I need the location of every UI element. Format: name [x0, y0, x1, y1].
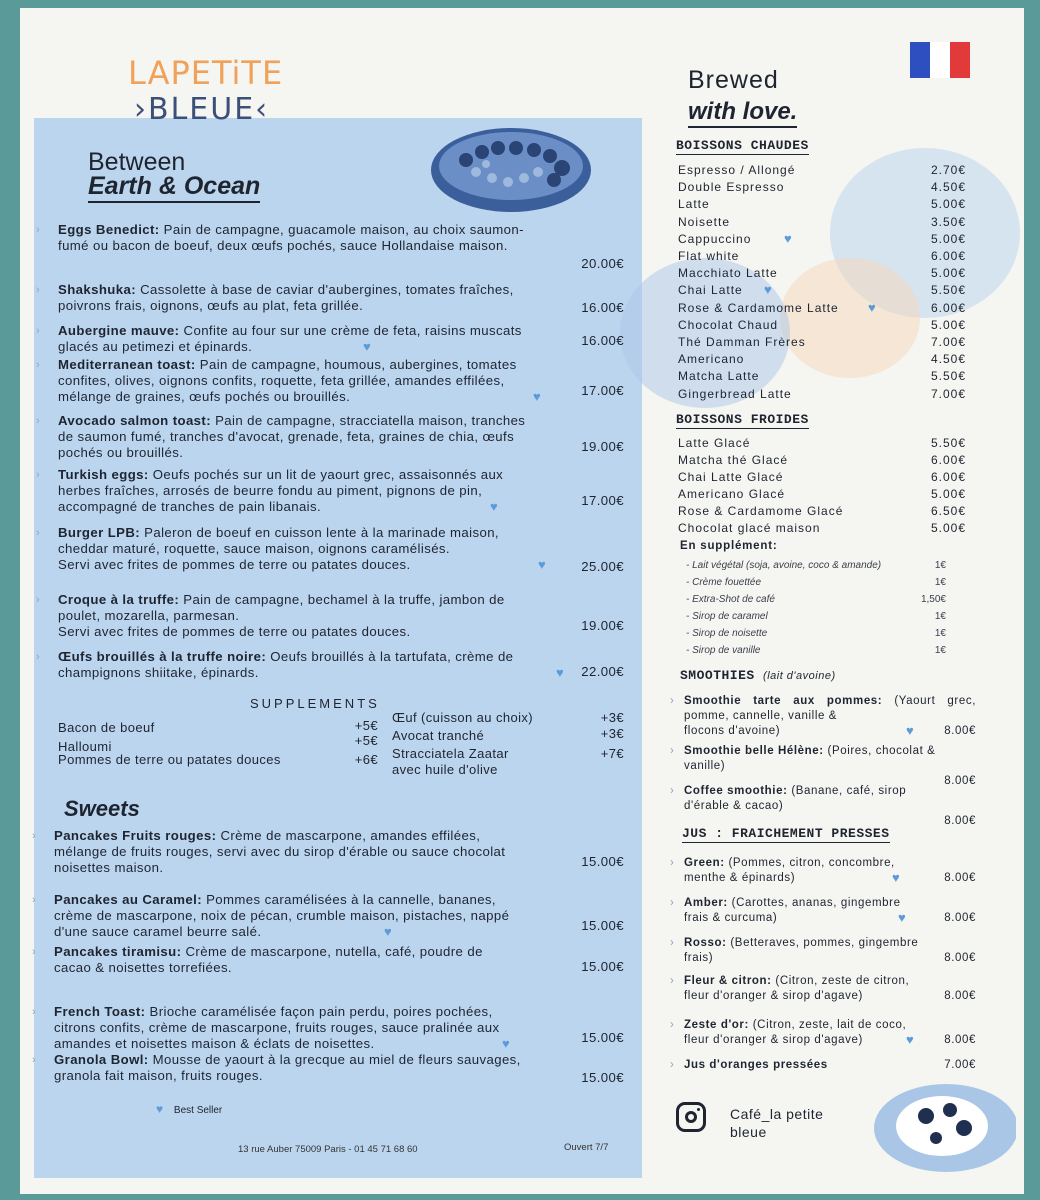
chevron-right-icon: › [32, 894, 37, 906]
extra-price: 1€ [934, 628, 946, 639]
smoothie-name: Coffee smoothie: [684, 785, 788, 797]
menu-item-name: Aubergine mauve: [58, 323, 180, 338]
chevron-right-icon: › [670, 785, 675, 797]
sweet-item [32, 1052, 624, 1085]
heart-icon: ♥ [556, 665, 565, 680]
heart-icon: ♥ [764, 282, 773, 298]
heart-icon: ♥ [384, 924, 393, 939]
menu-item-description: Pain de campagne, stracciatella maison, tranches [215, 413, 526, 428]
smoothie-description: (Banane, café, sirop [791, 785, 907, 797]
drink-item [678, 318, 966, 335]
drink-name: Rose & Cardamome Latte [678, 300, 839, 315]
extra-item [686, 645, 946, 656]
menu-item-price: 22.00€ [581, 663, 624, 679]
drink-name: Latte [678, 197, 710, 212]
heart-icon: ♥ [363, 339, 372, 354]
menu-item-description: confites, olives, oignons confits, roquette, feta grillée, amandes effilées, [58, 373, 505, 388]
drink-item [678, 369, 966, 386]
menu-item-description: Confite au four sur une crème de feta, raisins muscats [183, 323, 522, 338]
juice-description: (Betteraves, pommes, gingembre [730, 937, 919, 949]
extra-item [686, 577, 946, 588]
chevron-right-icon: › [670, 1019, 675, 1031]
menu-item-price: 16.00€ [581, 333, 624, 348]
drink-name: Matcha thé Glacé [678, 453, 789, 467]
drink-name: Noisette [678, 214, 731, 229]
menu-item-name: Croque à la truffe: [58, 592, 180, 607]
menu-item-name: Burger LPB: [58, 525, 141, 540]
juice-description: (Carottes, ananas, gingembre [731, 897, 901, 909]
bowl-decoration-illustration [866, 1076, 1016, 1176]
chevron-right-icon: › [36, 359, 41, 371]
drink-item [678, 504, 966, 521]
juice-item [670, 896, 976, 926]
menu-item [36, 357, 624, 405]
menu-item-description: pochés ou brouillés. [58, 445, 184, 460]
menu-item-description: Servi avec frites de pommes de terre ou patates douces. [58, 557, 411, 572]
drink-name: Americano Glacé [678, 487, 786, 501]
extras-title: En supplément: [680, 540, 778, 552]
chevron-right-icon: › [670, 975, 675, 987]
drink-name: Chai Latte Glacé [678, 470, 784, 484]
sweet-item-description: mélange de fruits rouges, servi avec du sirop d'érable ou sauce chocolat [54, 844, 506, 859]
juice-description: fleur d'oranger & sirop d'agave) [684, 990, 863, 1002]
heart-icon: ♥ [906, 1032, 915, 1047]
extra-item [686, 560, 946, 571]
chevron-right-icon: › [36, 224, 41, 236]
chevron-right-icon: › [32, 830, 37, 842]
menu-item-price: 20.00€ [581, 256, 624, 271]
menu-item-price: 17.00€ [581, 493, 624, 508]
chevron-right-icon: › [670, 857, 675, 869]
menu-item-price: 19.00€ [581, 439, 624, 454]
drink-price: 6.50€ [930, 504, 966, 518]
smoothie-name: Smoothie belle Hélène: [684, 745, 824, 757]
drink-item [678, 301, 966, 318]
menu-item-price: 19.00€ [581, 618, 624, 633]
supplement-name: Œuf (cuisson au choix) [392, 710, 534, 725]
sweet-item [32, 1004, 624, 1052]
drink-price: 6.00€ [930, 470, 966, 484]
chevron-right-icon: › [32, 1054, 37, 1066]
juice-item [670, 1058, 976, 1073]
menu-item-description: Pain de campagne, bechamel à la truffe, jambon de [183, 592, 505, 607]
drink-price: 5.00€ [930, 487, 966, 501]
sweet-item-price: 15.00€ [581, 958, 624, 974]
smoothie-name: Smoothie tarte aux pommes: [684, 695, 883, 707]
drink-price: 5.50€ [930, 369, 966, 384]
drink-item [678, 180, 966, 197]
drink-item [678, 521, 966, 538]
heart-icon: ♥ [490, 499, 499, 514]
juice-item [670, 936, 976, 966]
drink-price: 7.00€ [930, 386, 966, 401]
drink-item [678, 453, 966, 470]
menu-item-description: Pain de campagne, houmous, aubergines, tomates [199, 357, 517, 372]
drink-price: 5.00€ [930, 317, 966, 332]
menu-item-description: poulet, mozarella, parmesan. [58, 608, 240, 623]
heart-icon: ♥ [892, 870, 901, 885]
menu-item-name: Œufs brouillés à la truffe noire: [58, 649, 267, 664]
sweet-item-description: citrons confits, crème de mascarpone, fruits rouges, sauce pralinée aux [54, 1020, 500, 1035]
supplement-price: +6€ [354, 752, 378, 767]
headline-brewed: Brewed [688, 66, 779, 94]
drink-name: Matcha Latte [678, 369, 760, 384]
drink-name: Rose & Cardamome Glacé [678, 504, 844, 518]
chevron-right-icon: › [670, 937, 675, 949]
juice-description: frais & curcuma) [684, 912, 778, 924]
extra-name: - Extra-Shot de café [686, 594, 775, 605]
supplement-name: Pommes de terre ou patates douces [58, 752, 281, 767]
heart-icon: ♥ [906, 723, 915, 738]
juice-description: frais) [684, 952, 714, 964]
juice-price: 7.00€ [944, 1059, 976, 1071]
supplement-item [392, 728, 624, 743]
sweet-item-description: cacao & noisettes torrefiées. [54, 960, 232, 975]
heart-icon: ♥ [533, 389, 542, 404]
drink-item [678, 487, 966, 504]
extra-name: - Lait végétal (soja, avoine, coco & amande) [686, 560, 882, 571]
supplement-item [392, 710, 624, 725]
menu-item [36, 592, 624, 640]
flag-blue-stripe [910, 42, 930, 78]
smoothies-title [680, 668, 836, 684]
headline-between: Between [88, 148, 186, 176]
drink-name: Chocolat glacé maison [678, 521, 821, 535]
menu-item [36, 222, 624, 271]
heart-icon: ♥ [868, 299, 877, 315]
sweet-item [32, 892, 624, 940]
smoothie-bowl-illustration [426, 120, 596, 216]
drink-name: Cappuccino [678, 231, 752, 246]
menu-item [36, 649, 624, 681]
smoothie-price: 8.00€ [944, 815, 976, 827]
supplement-name: Bacon de boeuf [58, 720, 155, 735]
sweet-item-price: 15.00€ [581, 854, 624, 869]
drink-item [678, 232, 966, 249]
juice-description: menthe & épinards) [684, 872, 796, 884]
juice-name: Amber: [684, 897, 728, 909]
sweet-item-price: 15.00€ [581, 918, 624, 933]
smoothie-item [670, 694, 976, 739]
smoothie-item [670, 784, 976, 827]
juice-price: 8.00€ [944, 912, 976, 924]
chevron-right-icon: › [36, 594, 41, 606]
instagram-handle[interactable] [730, 1105, 823, 1141]
chevron-right-icon: › [36, 415, 41, 427]
drink-item [678, 163, 966, 180]
menu-item-description: Paleron de boeuf en cuisson lente à la marinade maison, [144, 525, 499, 540]
sweets-title: Sweets [64, 796, 140, 821]
best-seller-legend [156, 1102, 222, 1116]
chevron-right-icon: › [670, 1059, 675, 1071]
sweet-item-description: amandes et noisettes maison & éclats de noisettes. [54, 1036, 375, 1051]
sweet-item-price: 15.00€ [581, 1030, 624, 1045]
drink-item [678, 197, 966, 214]
menu-item-description: Servi avec frites de pommes de terre ou patates douces. [58, 624, 411, 639]
chevron-right-icon: › [36, 469, 41, 481]
drink-name: Gingerbread Latte [678, 386, 792, 401]
drink-price: 6.00€ [930, 300, 966, 315]
drink-price: 5.50€ [930, 436, 966, 450]
extra-name: - Sirop de noisette [686, 628, 768, 639]
drink-price: 4.50€ [930, 180, 966, 195]
drink-item [678, 266, 966, 283]
headline-with-love: with love. [688, 98, 797, 128]
menu-item-description: Oeufs pochés sur un lit de yaourt grec, assaisonnés aux [152, 467, 504, 482]
menu-item-description: poivrons frais, oignons, œufs au plat, feta grillée. [58, 298, 364, 313]
best-seller-label: Best Seller [173, 1105, 223, 1116]
sweet-item-description: d'une sauce caramel beurre salé. [54, 924, 262, 939]
menu-item-name: Turkish eggs: [58, 467, 149, 482]
drink-price: 3.50€ [930, 214, 966, 229]
sweet-item-description: noisettes maison. [54, 860, 164, 875]
supplement-name-2: avec huile d'olive [392, 762, 498, 777]
menu-item-description: de saumon fumé, tranches d'avocat, grenade, feta, graines de chia, œufs [58, 429, 515, 444]
extra-price: 1€ [934, 645, 946, 656]
smoothie-description: d'érable & cacao) [684, 800, 784, 812]
logo-line-2: ›BLEUE‹ [134, 92, 270, 127]
instagram-icon[interactable] [676, 1102, 706, 1132]
juice-description: (Citron, zeste, lait de coco, [752, 1019, 907, 1031]
smoothies-label: SMOOTHIES [680, 668, 755, 683]
drink-item [678, 335, 966, 352]
drink-name: Americano [678, 352, 745, 367]
extra-item [686, 611, 946, 622]
sweet-item [32, 828, 624, 876]
chevron-right-icon: › [36, 651, 41, 663]
instagram-handle-line1: Café_la petite [730, 1106, 824, 1122]
opening-hours: Ouvert 7/7 [564, 1142, 609, 1153]
extra-name: - Crème fouettée [686, 577, 762, 588]
heart-icon: ♥ [898, 910, 907, 925]
smoothie-price: 8.00€ [944, 775, 976, 787]
menu-item-description: cheddar maturé, roquette, sauce maison, oignons caramélisés. [58, 541, 450, 556]
hot-drinks-title: BOISSONS CHAUDES [676, 138, 809, 153]
sweet-item-name: Pancakes tiramisu: [54, 944, 182, 959]
drink-price: 5.50€ [930, 283, 966, 298]
menu-item [36, 282, 624, 315]
supplement-item [392, 746, 624, 778]
juices-title: JUS : FRAICHEMENT PRESSES [682, 826, 890, 841]
extra-item [686, 594, 946, 605]
headline-earth-ocean: Earth & Ocean [88, 172, 260, 203]
juice-price: 8.00€ [944, 952, 976, 964]
cold-drinks-title: BOISSONS FROIDES [676, 412, 809, 427]
chevron-right-icon: › [670, 897, 675, 909]
juice-name: Fleur & citron: [684, 975, 772, 987]
sweet-item-name: French Toast: [54, 1004, 146, 1019]
smoothies-subtitle: (lait d'avoine) [763, 670, 836, 682]
chevron-right-icon: › [36, 527, 41, 539]
sweet-item-description: Crème de mascarpone, amandes effilées, [220, 828, 481, 843]
supplement-name: Halloumi [58, 739, 112, 754]
chevron-right-icon: › [670, 695, 675, 707]
drink-price: 2.70€ [930, 163, 966, 177]
chevron-right-icon: › [36, 284, 41, 296]
extra-price: 1,50€ [920, 594, 946, 605]
sweet-item-description: Crème de mascarpone, nutella, café, poudre de [185, 944, 483, 959]
smoothie-description: vanille) [684, 760, 726, 772]
drink-name: Double Espresso [678, 180, 785, 195]
supplement-price: +5€ [354, 718, 378, 733]
sweet-item [32, 944, 624, 976]
drink-name: Thé Damman Frères [678, 335, 806, 349]
extra-name: - Sirop de vanille [686, 645, 761, 656]
drink-name: Chocolat Chaud [678, 317, 779, 332]
menu-item-name: Avocado salmon toast: [58, 413, 211, 428]
sweet-item-description: Mousse de yaourt à la grecque au miel de fleurs sauvages, [152, 1052, 521, 1067]
instagram-handle-line2: bleue [730, 1124, 767, 1140]
sweet-item-price: 15.00€ [581, 1070, 624, 1085]
smoothie-description: (Poires, chocolat & [827, 745, 936, 757]
menu-item-description: Oeufs brouillés à la tartufata, crème de [270, 649, 514, 664]
sweet-item-description: granola fait maison, fruits rouges. [54, 1068, 263, 1083]
supplement-price: +7€ [600, 746, 624, 761]
drink-item [678, 436, 966, 453]
drink-name: Chai Latte [678, 283, 743, 298]
menu-item-description: herbes fraîches, arrosés de beurre fondu au piment, pignons de pin, [58, 483, 483, 498]
drink-item [678, 249, 966, 266]
drink-name: Flat white [678, 249, 740, 263]
menu-item-name: Mediterranean toast: [58, 357, 196, 372]
juice-name: Jus d'oranges pressées [684, 1059, 828, 1071]
extra-price: 1€ [934, 611, 946, 622]
menu-item-description: glacés au petimezi et épinards. [58, 339, 253, 354]
menu-item-description: champignons shiitake, épinards. [58, 665, 259, 680]
french-flag-icon[interactable] [910, 42, 970, 78]
heart-icon: ♥ [538, 557, 547, 572]
supplement-name: Avocat tranché [392, 728, 485, 743]
supplement-price: +5€ [354, 733, 378, 748]
juice-name: Zeste d'or: [684, 1019, 749, 1031]
smoothie-description: (Yaourt grec, pomme, cannelle, vanille & [684, 695, 976, 722]
extra-item [686, 628, 946, 639]
logo-word: BLEUE [148, 92, 256, 127]
menu-item [36, 413, 624, 461]
flag-red-stripe [950, 42, 970, 78]
supplements-title: SUPPLEMENTS [250, 696, 380, 711]
menu-item-price: 17.00€ [581, 383, 624, 398]
sweet-item-name: Pancakes au Caramel: [54, 892, 203, 907]
drink-price: 5.00€ [930, 521, 966, 535]
menu-item-description: Pain de campagne, guacamole maison, au choix saumon- [163, 222, 524, 237]
juice-price: 8.00€ [944, 1034, 976, 1046]
smoothie-description: flocons d'avoine) [684, 725, 781, 737]
juice-item [670, 856, 976, 886]
smoothie-item [670, 744, 976, 787]
menu-sheet [20, 8, 1024, 1194]
juice-item [670, 974, 976, 1004]
drink-name: Espresso / Allongé [678, 163, 796, 177]
drink-item [678, 283, 966, 300]
sweet-item-description: crème de mascarpone, noix de pécan, crumble maison, pistaches, nappé [54, 908, 510, 923]
menu-item-description: mélange de graines, œufs pochés ou brouillés. [58, 389, 351, 404]
chevron-right-icon: › [32, 1006, 37, 1018]
extra-price: 1€ [934, 560, 946, 571]
supplement-name: Stracciatela Zaatar [392, 746, 509, 761]
menu-item-name: Eggs Benedict: [58, 222, 160, 237]
drink-item [678, 215, 966, 232]
drink-name: Macchiato Latte [678, 266, 778, 281]
drink-item [678, 352, 966, 369]
menu-item-description: accompagné de tranches de pain libanais. [58, 499, 322, 514]
chevron-right-icon: › [36, 325, 41, 337]
drink-price: 5.00€ [930, 197, 966, 212]
drink-price: 4.50€ [930, 352, 966, 367]
drink-price: 6.00€ [930, 453, 966, 467]
supplement-price: +3€ [600, 726, 624, 741]
drink-price: 5.00€ [930, 266, 966, 281]
juice-description: (Citron, zeste de citron, [775, 975, 910, 987]
menu-item-description: Cassolette à base de caviar d'aubergines, tomates fraîches, [140, 282, 514, 297]
sweet-item-description: Pommes caramélisées à la cannelle, bananes, [206, 892, 496, 907]
drink-price: 7.00€ [930, 335, 966, 349]
menu-item [36, 467, 624, 515]
menu-item-price: 16.00€ [581, 300, 624, 315]
sweet-item-name: Granola Bowl: [54, 1052, 149, 1067]
juice-description: (Pommes, citron, concombre, [728, 857, 895, 869]
supplement-price: +3€ [600, 710, 624, 725]
juice-description: fleur d'oranger & sirop d'agave) [684, 1034, 863, 1046]
juice-price: 8.00€ [944, 990, 976, 1002]
extra-name: - Sirop de caramel [686, 611, 768, 622]
juice-price: 8.00€ [944, 872, 976, 884]
supplement-item [58, 720, 378, 735]
flag-white-stripe [930, 42, 950, 78]
juice-name: Rosso: [684, 937, 727, 949]
drink-item [678, 387, 966, 404]
supplement-item [58, 752, 378, 767]
menu-item-name: Shakshuka: [58, 282, 137, 297]
menu-item-description: fumé ou bacon de boeuf, deux œufs pochés, sauce Hollandaise maison. [58, 238, 508, 253]
extra-price: 1€ [934, 577, 946, 588]
juice-item [670, 1018, 976, 1048]
heart-icon: ♥ [502, 1036, 511, 1051]
smoothie-price: 8.00€ [944, 725, 976, 737]
drink-price: 5.00€ [930, 231, 966, 246]
drink-name: Latte Glacé [678, 436, 751, 450]
sweet-item-description: Brioche caramélisée façon pain perdu, poires pochées, [149, 1004, 493, 1019]
menu-item [36, 525, 624, 574]
juice-name: Green: [684, 857, 725, 869]
logo-line-1: LAPETiTE [128, 54, 284, 92]
menu-item-price: 25.00€ [581, 559, 624, 574]
drink-price: 6.00€ [930, 249, 966, 263]
heart-icon: ♥ [784, 230, 793, 246]
drink-item [678, 470, 966, 487]
address: 13 rue Auber 75009 Paris - 01 45 71 68 60 [238, 1144, 418, 1155]
chevron-right-icon: › [32, 946, 37, 958]
heart-icon: ♥ [156, 1102, 164, 1116]
menu-item [36, 323, 624, 355]
sweet-item-name: Pancakes Fruits rouges: [54, 828, 217, 843]
chevron-right-icon: › [670, 745, 675, 757]
